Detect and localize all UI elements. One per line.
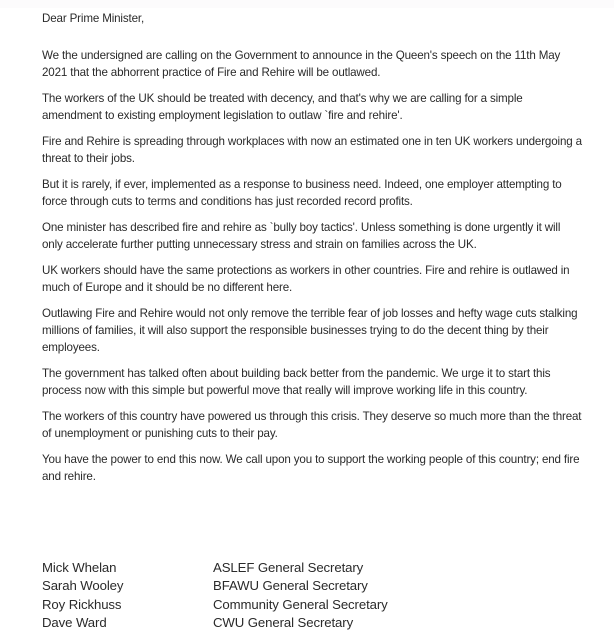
signatories-list — [42, 559, 562, 632]
paragraph: Fire and Rehire is spreading through workplaces with now an estimated one in ten UK workers undergoing a threat to their jobs. — [42, 135, 582, 165]
letter-body — [42, 10, 582, 494]
paragraph: Outlawing Fire and Rehire would not only remove the terrible fear of job losses and hefty wage cuts stalking millions of families, it will also support the responsible businesses trying to do the decent thing by their employees. — [42, 307, 578, 354]
signatory-name: Dave Ward — [42, 614, 107, 630]
paragraph: The workers of this country have powered us through this crisis. They deserve so much more than the threat of unemployment or punishing cuts to their pay. — [42, 410, 582, 440]
signatory-row — [42, 577, 562, 595]
signatory-role: BFAWU General Secretary — [213, 578, 368, 594]
signatory-row — [42, 559, 562, 577]
paragraph: You have the power to end this now. We call upon you to support the working people of this country; end fire and rehire. — [42, 453, 580, 483]
salutation: Dear Prime Minister, — [42, 12, 145, 25]
paragraph: The government has talked often about building back better from the pandemic. We urge it to start this process now with this simple but powerful move that really will improve working life in this country. — [42, 367, 551, 397]
signatory-name: Mick Whelan — [42, 560, 117, 575]
signatory-role: ASLEF General Secretary — [213, 560, 364, 575]
paragraph: One minister has described fire and rehire as `bully boy tactics'. Unless something is done urgently it will only accelerate further putting unnecessary stress and strain on families across the UK. — [42, 221, 561, 251]
signatory-name: Roy Rickhuss — [42, 596, 122, 612]
paragraph: The workers of the UK should be treated with decency, and that's why we are calling for a simple amendment to existing employment legislation to outlaw `fire and rehire'. — [42, 92, 523, 122]
signatory-role: CWU General Secretary — [213, 614, 354, 630]
signatory-name: Sarah Wooley — [42, 578, 124, 594]
top-strip — [0, 0, 614, 8]
signatory-role: Community General Secretary — [213, 596, 388, 612]
paragraph: UK workers should have the same protections as workers in other countries. Fire and rehire is outlawed in much of Europe and it should be no different here. — [42, 264, 570, 294]
signatory-row — [42, 614, 562, 632]
paragraph: But it is rarely, if ever, implemented as a response to business need. Indeed, one employer attempting to force through cuts to terms and conditions has just recorded record profits. — [42, 178, 562, 208]
paragraph: We the undersigned are calling on the Government to announce in the Queen's speech on the 11th May 2021 that the abhorrent practice of Fire and Rehire will be outlawed. — [42, 49, 561, 79]
signatory-row — [42, 596, 562, 614]
